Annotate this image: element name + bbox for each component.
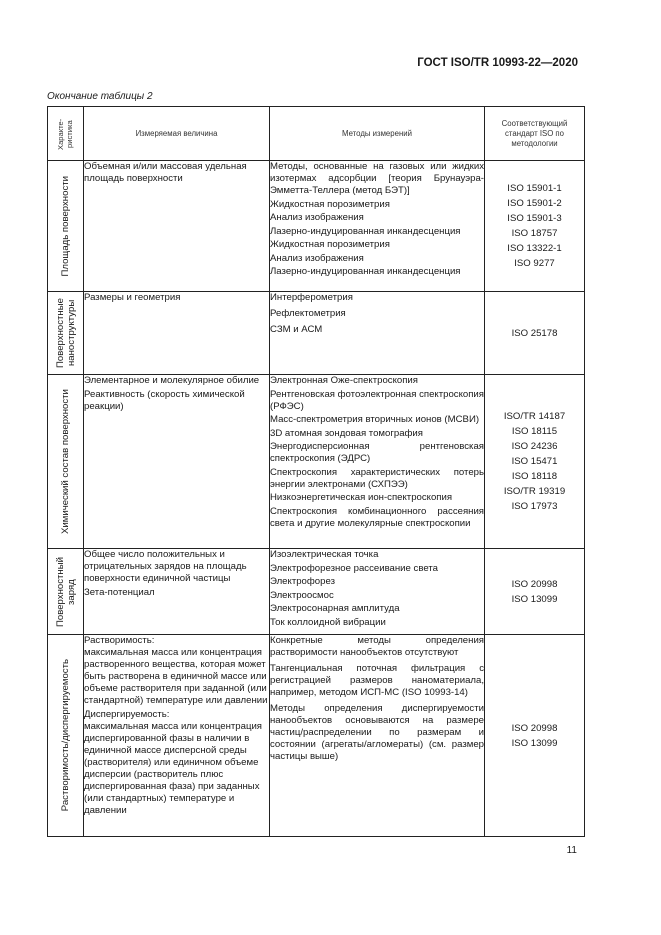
row-characteristic: Площадь поверхности	[48, 161, 84, 292]
row-methods: Электронная Оже-спектроскопия Рентгеновская фотоэлектронная спектроскопия (РФЭС) Масс-спектрометрия вторичных ионов (МСВИ) 3D атомная зондовая томография Энергодисперсионная рентгеновская спектроскопия (ЭДРС) Спектроскопия характеристических потерь энергии электронами (СХПЭЭ) Низкоэнергетическая ион-спектроскопия Спектроскопия комбинационного рассеяния света и другие молекулярные спектроскопии	[270, 375, 485, 549]
row-characteristic: Поверхностные наноструктуры	[48, 292, 84, 375]
page-number: 11	[566, 845, 577, 856]
header-methods: Методы измерений	[270, 107, 485, 161]
row-quantity: Элементарное и молекулярное обилие Реактивность (скорость химической реакции)	[84, 375, 270, 549]
header-characteristic: Характе-ристика	[48, 107, 84, 161]
methods-table	[47, 106, 585, 837]
row-methods: Методы, основанные на газовых или жидких изотермах адсорбции [теория Брунауэра-Эмметта-Теллера (метод БЭТ)] Жидкостная порозиметрия Анализ изображения Лазерно-индуцированная инкандесценция Жидкостная порозиметрия Анализ изображения Лазерно-индуцированная инкандесценция	[270, 161, 485, 292]
row-characteristic: Поверхностный заряд	[48, 549, 84, 635]
table-row	[48, 375, 585, 549]
row-characteristic: Растворимость/диспергируемость	[48, 635, 84, 837]
row-quantity: Размеры и геометрия	[84, 292, 270, 375]
header-quantity: Измеряемая величина	[84, 107, 270, 161]
row-standards: ISO 15901-1 ISO 15901-2 ISO 15901-3 ISO 18757 ISO 13322-1 ISO 9277	[485, 161, 585, 292]
row-quantity: Растворимость: максимальная масса или концентрация растворенного вещества, которая может быть растворена в единичной массе или объеме растворителя при заданной (или стандартной) температуре или давлении Диспергируемость: максимальная масса или концентрация диспергированной фазы в наличии в единичной массе дисперсной среды (растворителя) или единичном объеме дисперсии (растворитель плюс диспергированная фаза) при заданных (или стандартных) температуре и давлении	[84, 635, 270, 837]
row-standards: ISO/TR 14187 ISO 18115 ISO 24236 ISO 15471 ISO 18118 ISO/TR 19319 ISO 17973	[485, 375, 585, 549]
header-standards: Соответствующий стандарт ISO по методологии	[485, 107, 585, 161]
row-methods: Конкретные методы определения растворимости нанообъектов отсутствуют Тангенциальная поточная фильтрация с регистрацией размеров наноматериала, например, методом ИСП-МС (ISO 10993-14) Методы определения диспергируемости нанообъектов основываются на размере частиц/распределении по размерам и состоянии (агрегаты/агломераты) (см. размер частицы выше)	[270, 635, 485, 837]
row-standards: ISO 25178	[485, 292, 585, 375]
row-standards: ISO 20998 ISO 13099	[485, 549, 585, 635]
table-row	[48, 292, 585, 375]
table-row	[48, 635, 585, 837]
row-methods: Изоэлектрическая точка Электрофорезное рассеивание света Электрофорез Электроосмос Электросонарная амплитуда Ток коллоидной вибрации	[270, 549, 485, 635]
document-header: ГОСТ ISO/TR 10993-22—2020	[417, 57, 578, 69]
table-header-row	[48, 107, 585, 161]
row-standards: ISO 20998 ISO 13099	[485, 635, 585, 837]
row-characteristic: Химический состав поверхности	[48, 375, 84, 549]
row-quantity: Объемная и/или массовая удельная площадь поверхности	[84, 161, 270, 292]
row-methods: Интерферометрия Рефлектометрия СЗМ и АСМ	[270, 292, 485, 375]
table-row	[48, 549, 585, 635]
table-caption: Окончание таблицы 2	[47, 91, 153, 102]
table-row	[48, 161, 585, 292]
row-quantity: Общее число положительных и отрицательных зарядов на площадь поверхности единичной частицы Зета-потенциал	[84, 549, 270, 635]
